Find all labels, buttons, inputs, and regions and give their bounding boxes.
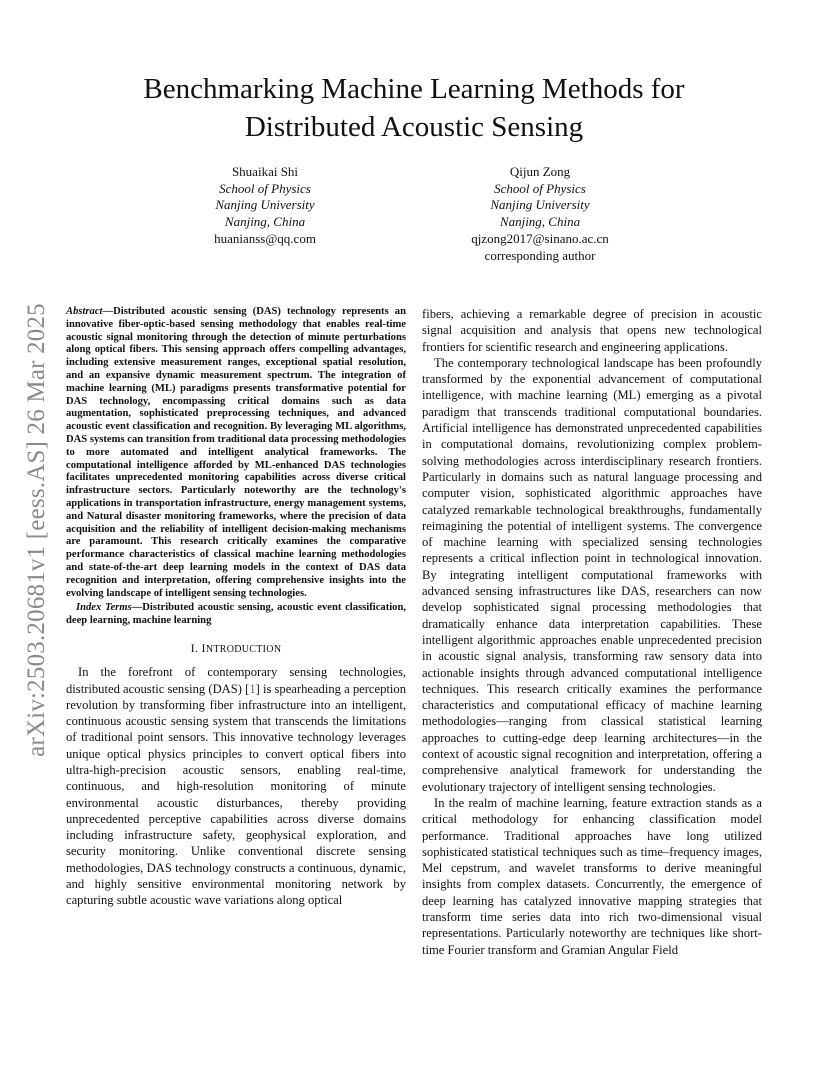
left-column xyxy=(66,306,406,909)
author-city: Nanjing, China xyxy=(499,214,581,230)
author-university: Nanjing University xyxy=(215,197,315,213)
section-number: I. I xyxy=(190,640,206,655)
author-department: School of Physics xyxy=(219,180,311,196)
author-email: huanianss@qq.com xyxy=(214,230,316,246)
title-line-1: Benchmarking Machine Learning Methods for xyxy=(143,73,685,105)
section-heading-introduction xyxy=(66,640,406,658)
section-title: NTRODUCTION xyxy=(205,643,282,655)
author-university: Nanjing University xyxy=(490,197,590,213)
abstract-label: Abstract xyxy=(66,306,103,317)
abstract xyxy=(66,306,406,600)
paper-title xyxy=(60,70,768,146)
author-email: qjzong2017@sinano.ac.cn xyxy=(471,230,609,246)
author-department: School of Physics xyxy=(494,180,586,196)
title-line-2: Distributed Acoustic Sensing xyxy=(244,111,584,143)
index-terms-text: —Distributed acoustic sensing, acoustic event classification, deep learning, machine learning xyxy=(66,602,406,627)
paragraph-text: In the forefront of contemporary sensing technologies, distributed acoustic sensing (DAS) [ xyxy=(66,665,406,696)
arxiv-identifier-stamp xyxy=(22,280,52,780)
index-terms xyxy=(66,602,406,628)
right-column xyxy=(422,306,762,958)
index-terms-label: Index Terms xyxy=(76,602,132,614)
paragraph-text: ] is spearheading a perception revolution by transforming fiber infrastructure into an intelligent, continuous acoustic sensing system that transcends the limitations of traditional point sensors. This innovative technology leverages unique optical physics principles to convert optical fibers into ultra-high-precision acoustic sensors, enabling real-time, continuous, and high-resolution monitoring of minute environmental acoustic disturbances, thereby providing unprecedented perceptive capabilities across diverse domains including infrastructure safety, geophysical exploration, and security monitoring. Unlike conventional discrete sensing methodologies, DAS technology constructs a continuous, dynamic, and highly sensitive environmental monitoring network by capturing subtle acoustic wave variations along optical xyxy=(66,681,406,908)
author-note: corresponding author xyxy=(484,247,596,263)
abstract-text: —Distributed acoustic sensing (DAS) technology represents an innovative fiber-optic-based sensing methodology that enables real-time acoustic signal monitoring through the detection of minute perturbations along optical fibers. This sensing approach offers compelling advantages, including extensive measurement ranges, exceptional spatial resolution, and an expansive dynamic measurement spectrum. The integration of machine learning (ML) paradigms presents transformative potential for DAS technology, encompassing critical domains such as data augmentation, sophisticated preprocessing techniques, and advanced acoustic event classification and recognition. By leveraging ML algorithms, DAS systems can transition from traditional data processing methodologies to more automated and intelligent analytical frameworks. The computational intelligence afforded by ML-enhanced DAS technologies facilitates unprecedented monitoring capabilities across diverse critical infrastructure sectors. Particularly noteworthy are the technology's applications in transportation infrastructure, energy management systems, and Natural disaster monitoring frameworks, where the precision of data acquisition and the reliability of intelligent decision-making mechanisms are paramount. This research critically examines the comparative performance characteristics of classical machine learning methodologies and state-of-the-art deep learning models in the context of DAS data recognition and interpretation, offering comprehensive insights into the evolving landscape of intelligent sensing technologies. xyxy=(66,306,406,599)
paragraph-feature-extraction: In the realm of machine learning, feature extraction stands as a critical methodology for enhancing classification model performance. Traditional approaches have long utilized sophisticated statistical techniques such as time–frequency images, Mel cepstrum, and wavelet transforms to derive meaningful insights from complex datasets. Concurrently, the emergence of deep learning has catalyzed innovative mapping strategies that transform time series data into rich two-dimensional visual representations. Particularly noteworthy are techniques like short-time Fourier transform and Gramian Angular Field xyxy=(422,795,762,957)
author-block-2 xyxy=(455,164,625,264)
continued-paragraph: fibers, achieving a remarkable degree of precision in acoustic signal acquisition and analysis that opens new technological frontiers for scientific research and engineering applications. xyxy=(422,307,762,354)
paragraph-ml-landscape: The contemporary technological landscape has been profoundly transformed by the exponential advancement of computational intelligence, with machine learning (ML) emerging as a pivotal paradigm that transcends traditional computational boundaries. Artificial intelligence has demonstrated unprecedented capabilities in computational domains, revolutionizing complex problem-solving methodologies across interdisciplinary research frontiers. Particularly in domains such as natural language processing and computer vision, sophisticated algorithmic approaches have catalyzed remarkable technological breakthroughs, fundamentally reimagining the potential of intelligent systems. The convergence of machine learning with specialized sensing technologies represents a critical inflection point in technological innovation. By integrating intelligent computational frameworks with advanced sensing infrastructures like DAS, researchers can now develop sophisticated signal processing methodologies that dramatically enhance data interpretation capabilities. These intelligent algorithmic approaches enable unprecedented precision in acoustic signal analysis, transforming raw sensory data into actionable insights through advanced computational intelligence techniques. This research critically examines the performance characteristics and computational efficacy of machine learning methodologies—ranging from classical statistical learning approaches to cutting-edge deep learning architectures—in the context of acoustic signal recognition and interpretation, offering a comprehensive analytical framework for understanding the evolutionary trajectory of intelligent sensing technologies. xyxy=(422,355,762,794)
intro-paragraph-1 xyxy=(66,664,406,908)
arxiv-stamp-text: arXiv:2503.20681v1 [eess.AS] 26 Mar 2025 xyxy=(23,303,50,757)
author-city: Nanjing, China xyxy=(224,214,306,230)
author-block-1 xyxy=(180,164,350,248)
citation-link[interactable]: 1 xyxy=(249,681,256,696)
author-name: Qijun Zong xyxy=(509,164,571,179)
author-name: Shuaikai Shi xyxy=(231,164,299,179)
